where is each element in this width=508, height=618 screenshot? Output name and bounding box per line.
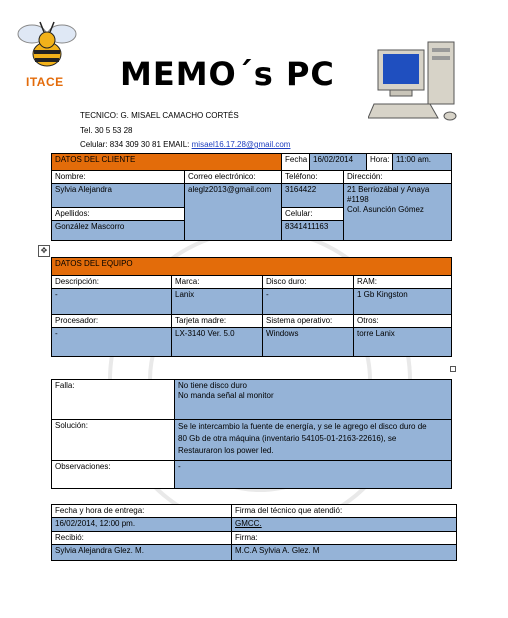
ram-value: 1 Gb Kingston [354,289,452,315]
tarjeta-label: Tarjeta madre: [172,315,263,328]
celular-value: 8341411163 [282,221,344,241]
marca-value: Lanix [172,289,263,315]
procesador-value: - [52,328,172,357]
disco-value: - [263,289,354,315]
client-table [51,153,452,171]
email-link[interactable]: misael16.17.28@gmail.com [191,140,291,149]
client-section-title: DATOS DEL CLIENTE [52,154,282,171]
client-details-table [51,170,452,241]
marca-label: Marca: [172,276,263,289]
direccion-line-3: Col. Asunción Gómez [347,205,424,214]
fecha-label: Fecha [282,154,310,171]
move-handle-icon[interactable]: ✥ [38,245,50,257]
telefono-label: Teléfono: [282,171,344,184]
delivery-table [51,504,457,561]
firma-tecnico-value: GMCC. [232,518,457,532]
nombre-value: Sylvia Alejandra [52,184,185,208]
nombre-label: Nombre: [52,171,185,184]
cellphone-label: Celular: 834 309 30 81 EMAIL: [80,140,190,149]
equipment-table [51,257,452,357]
solucion-line-2: 80 Gb de otra máquina (inventario 54105-01-2163-22616), se [178,434,397,443]
descripcion-label: Descripción: [52,276,172,289]
bee-logo-icon [12,12,92,74]
service-table [51,379,452,489]
solucion-value [175,420,452,461]
equipment-section-title: DATOS DEL EQUIPO [52,258,452,276]
hora-label: Hora: [367,154,393,171]
apellidos-value: González Mascorro [52,221,185,241]
disco-label: Disco duro: [263,276,354,289]
technician-name: TECNICO: G. MISAEL CAMACHO CORTÉS [80,111,239,120]
recibio-label: Recibió: [52,532,232,545]
direccion-line-1: 21 Berriozábal y Anaya [347,185,430,194]
falla-line-2: No manda señal al monitor [178,391,274,400]
otros-value: torre Lanix [354,328,452,357]
fecha-value: 16/02/2014 [310,154,367,171]
technician-contact [80,140,290,149]
ram-label: RAM: [354,276,452,289]
recibio-value: Sylvia Alejandra Glez. M. [52,545,232,561]
falla-line-1: No tiene disco duro [178,381,247,390]
so-value: Windows [263,328,354,357]
correo-value: aleglz2013@gmail.com [185,184,282,241]
celular-label: Celular: [282,208,344,221]
solucion-line-3: Restauraron los power led. [178,446,274,455]
solucion-label: Solución: [52,420,175,461]
fecha-hora-label: Fecha y hora de entrega: [52,505,232,518]
technician-phone: Tel. 30 5 53 28 [80,126,133,135]
computer-icon [368,38,468,130]
procesador-label: Procesador: [52,315,172,328]
firma-value: M.C.A Sylvia A. Glez. M [232,545,457,561]
table-resize-handle[interactable] [450,366,456,372]
itace-logo [12,12,92,87]
logo-text: ITACE [26,75,64,89]
direccion-line-2: #1198 [347,195,369,204]
direccion-value [344,184,452,241]
telefono-value: 3164422 [282,184,344,208]
correo-label: Correo electrónico: [185,171,282,184]
apellidos-label: Apellidos: [52,208,185,221]
fecha-hora-value: 16/02/2014, 12:00 pm. [52,518,232,532]
observaciones-value: - [175,461,452,489]
falla-value [175,380,452,420]
falla-label: Falla: [52,380,175,420]
so-label: Sistema operativo: [263,315,354,328]
firma-label: Firma: [232,532,457,545]
descripcion-value: - [52,289,172,315]
firma-tecnico-label: Firma del técnico que atendió: [232,505,457,518]
solucion-line-1: Se le intercambio la fuente de energía, y se le agrego el disco duro de [178,422,427,431]
direccion-label: Dirección: [344,171,452,184]
hora-value: 11:00 am. [393,154,452,171]
otros-label: Otros: [354,315,452,328]
brand-title: MEMO´s PC [120,55,335,93]
tarjeta-value: LX-3140 Ver. 5.0 [172,328,263,357]
observaciones-label: Observaciones: [52,461,175,489]
